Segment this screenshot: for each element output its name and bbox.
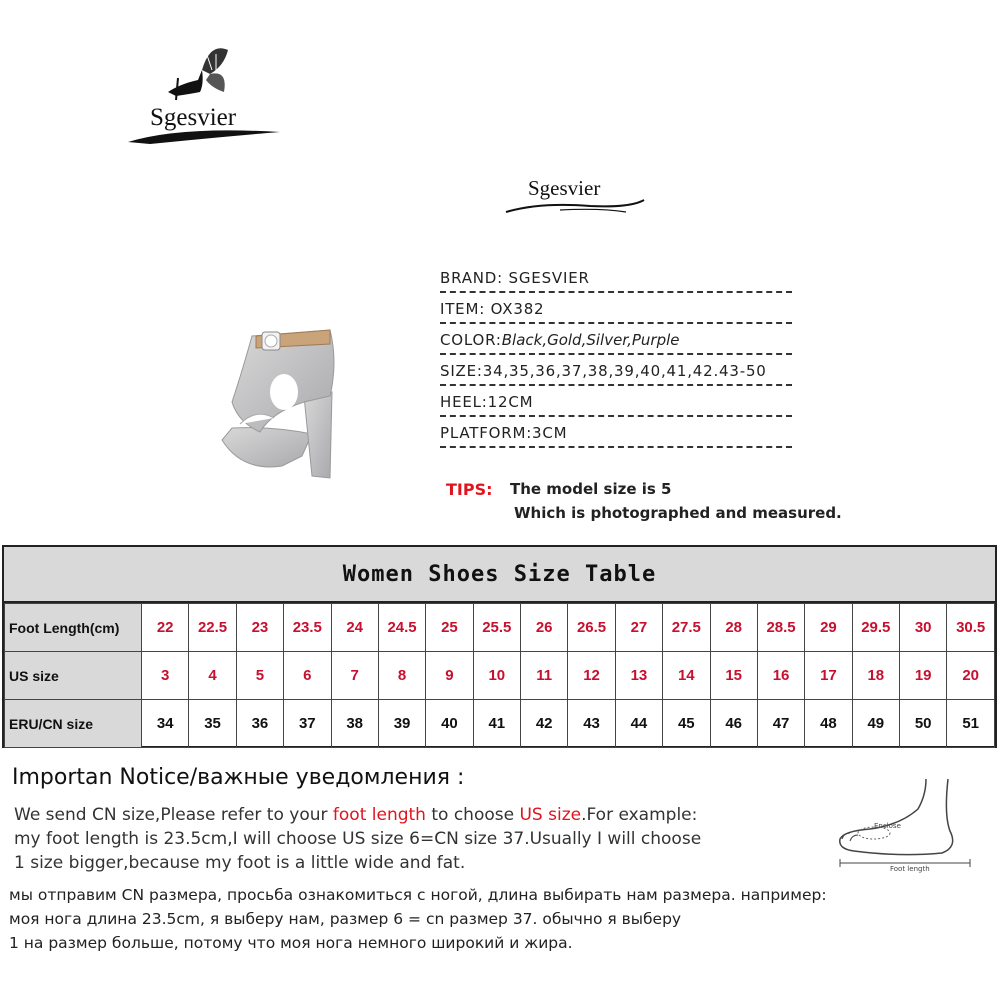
logo-brand-text: Sgesvier xyxy=(528,176,601,200)
notice-ru-line-2: моя нога длина 23.5cm, я выберу нам, размер 6 = cn размер 37. обычно я выберу xyxy=(9,910,682,928)
tips-label: TIPS: xyxy=(446,480,493,499)
size-cell: 8 xyxy=(378,652,425,700)
size-cell: 42 xyxy=(521,700,568,748)
notice-en-line-3: 1 size bigger,because my foot is a little wide and fat. xyxy=(14,853,466,873)
size-cell: 29.5 xyxy=(852,604,899,652)
size-cell: 4 xyxy=(189,652,236,700)
size-cell: 15 xyxy=(710,652,757,700)
size-cell: 48 xyxy=(805,700,852,748)
size-cell: 17 xyxy=(805,652,852,700)
size-cell: 3 xyxy=(142,652,189,700)
size-table xyxy=(2,545,997,748)
size-grid xyxy=(4,603,995,748)
size-cell: 50 xyxy=(900,700,947,748)
logo-brand-text: Sgesvier xyxy=(150,104,237,131)
foot-length-label: Foot length xyxy=(890,865,930,873)
product-shoe-image xyxy=(212,322,432,492)
size-cell: 39 xyxy=(378,700,425,748)
size-cell: 26 xyxy=(521,604,568,652)
size-cell: 14 xyxy=(663,652,710,700)
size-cell: 23 xyxy=(236,604,283,652)
size-cell: 10 xyxy=(473,652,520,700)
spec-color-value: Black,Gold,Silver,Purple xyxy=(501,331,680,349)
size-cell: 22.5 xyxy=(189,604,236,652)
size-cell: 5 xyxy=(236,652,283,700)
notice-text: We send CN size,Please refer to your xyxy=(14,805,333,825)
size-cell: 36 xyxy=(236,700,283,748)
size-cell: 45 xyxy=(663,700,710,748)
size-row-label: Foot Length(cm) xyxy=(5,604,142,652)
size-cell: 24.5 xyxy=(378,604,425,652)
size-cell: 26.5 xyxy=(568,604,615,652)
size-cell: 6 xyxy=(284,652,331,700)
size-row-label: ERU/CN size xyxy=(5,700,142,748)
spec-platform: PLATFORM:3CM xyxy=(440,423,792,448)
size-cell: 28.5 xyxy=(757,604,804,652)
swoosh-icon xyxy=(500,192,650,218)
size-cell: 12 xyxy=(568,652,615,700)
enclose-label: Enclose xyxy=(874,822,901,830)
spec-brand: BRAND: SGESVIER xyxy=(440,268,792,293)
size-cell: 20 xyxy=(947,652,995,700)
size-cell: 30.5 xyxy=(947,604,995,652)
size-cell: 29 xyxy=(805,604,852,652)
brand-logo-top xyxy=(120,40,290,160)
tips-line-2: Which is photographed and measured. xyxy=(514,504,842,522)
size-row xyxy=(5,604,995,652)
size-cell: 19 xyxy=(900,652,947,700)
size-cell: 22 xyxy=(142,604,189,652)
spec-color-label: COLOR: xyxy=(440,331,502,349)
size-cell: 49 xyxy=(852,700,899,748)
size-cell: 25 xyxy=(426,604,473,652)
size-cell: 44 xyxy=(615,700,662,748)
size-cell: 23.5 xyxy=(284,604,331,652)
size-cell: 9 xyxy=(426,652,473,700)
butterfly-heel-icon xyxy=(120,40,290,160)
size-cell: 18 xyxy=(852,652,899,700)
notice-text: .For example: xyxy=(581,805,698,825)
size-cell: 11 xyxy=(521,652,568,700)
size-cell: 40 xyxy=(426,700,473,748)
size-cell: 51 xyxy=(947,700,995,748)
size-cell: 27.5 xyxy=(663,604,710,652)
size-cell: 7 xyxy=(331,652,378,700)
size-cell: 16 xyxy=(757,652,804,700)
size-cell: 30 xyxy=(900,604,947,652)
brand-logo-mid xyxy=(500,170,650,220)
size-cell: 34 xyxy=(142,700,189,748)
size-cell: 46 xyxy=(710,700,757,748)
size-cell: 28 xyxy=(710,604,757,652)
notice-title: Importan Notice/важные уведомления : xyxy=(12,765,465,790)
foot-measurement-diagram xyxy=(830,775,990,875)
spec-heel: HEEL:12CM xyxy=(440,392,792,417)
spec-size: SIZE:34,35,36,37,38,39,40,41,42.43-50 xyxy=(440,361,792,386)
tips-line-1: The model size is 5 xyxy=(510,480,672,498)
spec-item: ITEM: OX382 xyxy=(440,299,792,324)
notice-text: to choose xyxy=(425,805,520,825)
notice-ru-line-3: 1 на размер больше, потому что моя нога немного широкий и жира. xyxy=(9,934,573,952)
notice-highlight-foot-length: foot length xyxy=(332,805,426,825)
foot-icon xyxy=(830,775,990,875)
size-row xyxy=(5,652,995,700)
size-row-label: US size xyxy=(5,652,142,700)
size-cell: 41 xyxy=(473,700,520,748)
size-cell: 35 xyxy=(189,700,236,748)
size-cell: 25.5 xyxy=(473,604,520,652)
notice-en-line-2: my foot length is 23.5cm,I will choose US size 6=CN size 37.Usually I will choose xyxy=(14,829,702,849)
spec-color xyxy=(440,330,792,355)
size-cell: 13 xyxy=(615,652,662,700)
notice-en-line-1 xyxy=(14,803,814,827)
notice-ru-line-1: мы отправим CN размера, просьба ознакомиться с ногой, длина выбирать нам размера. например: xyxy=(9,886,827,904)
notice-highlight-us-size: US size xyxy=(519,805,582,825)
size-cell: 37 xyxy=(284,700,331,748)
size-cell: 47 xyxy=(757,700,804,748)
size-cell: 24 xyxy=(331,604,378,652)
size-cell: 27 xyxy=(615,604,662,652)
size-cell: 38 xyxy=(331,700,378,748)
size-row xyxy=(5,700,995,748)
size-cell: 43 xyxy=(568,700,615,748)
size-table-title: Women Shoes Size Table xyxy=(4,547,995,603)
